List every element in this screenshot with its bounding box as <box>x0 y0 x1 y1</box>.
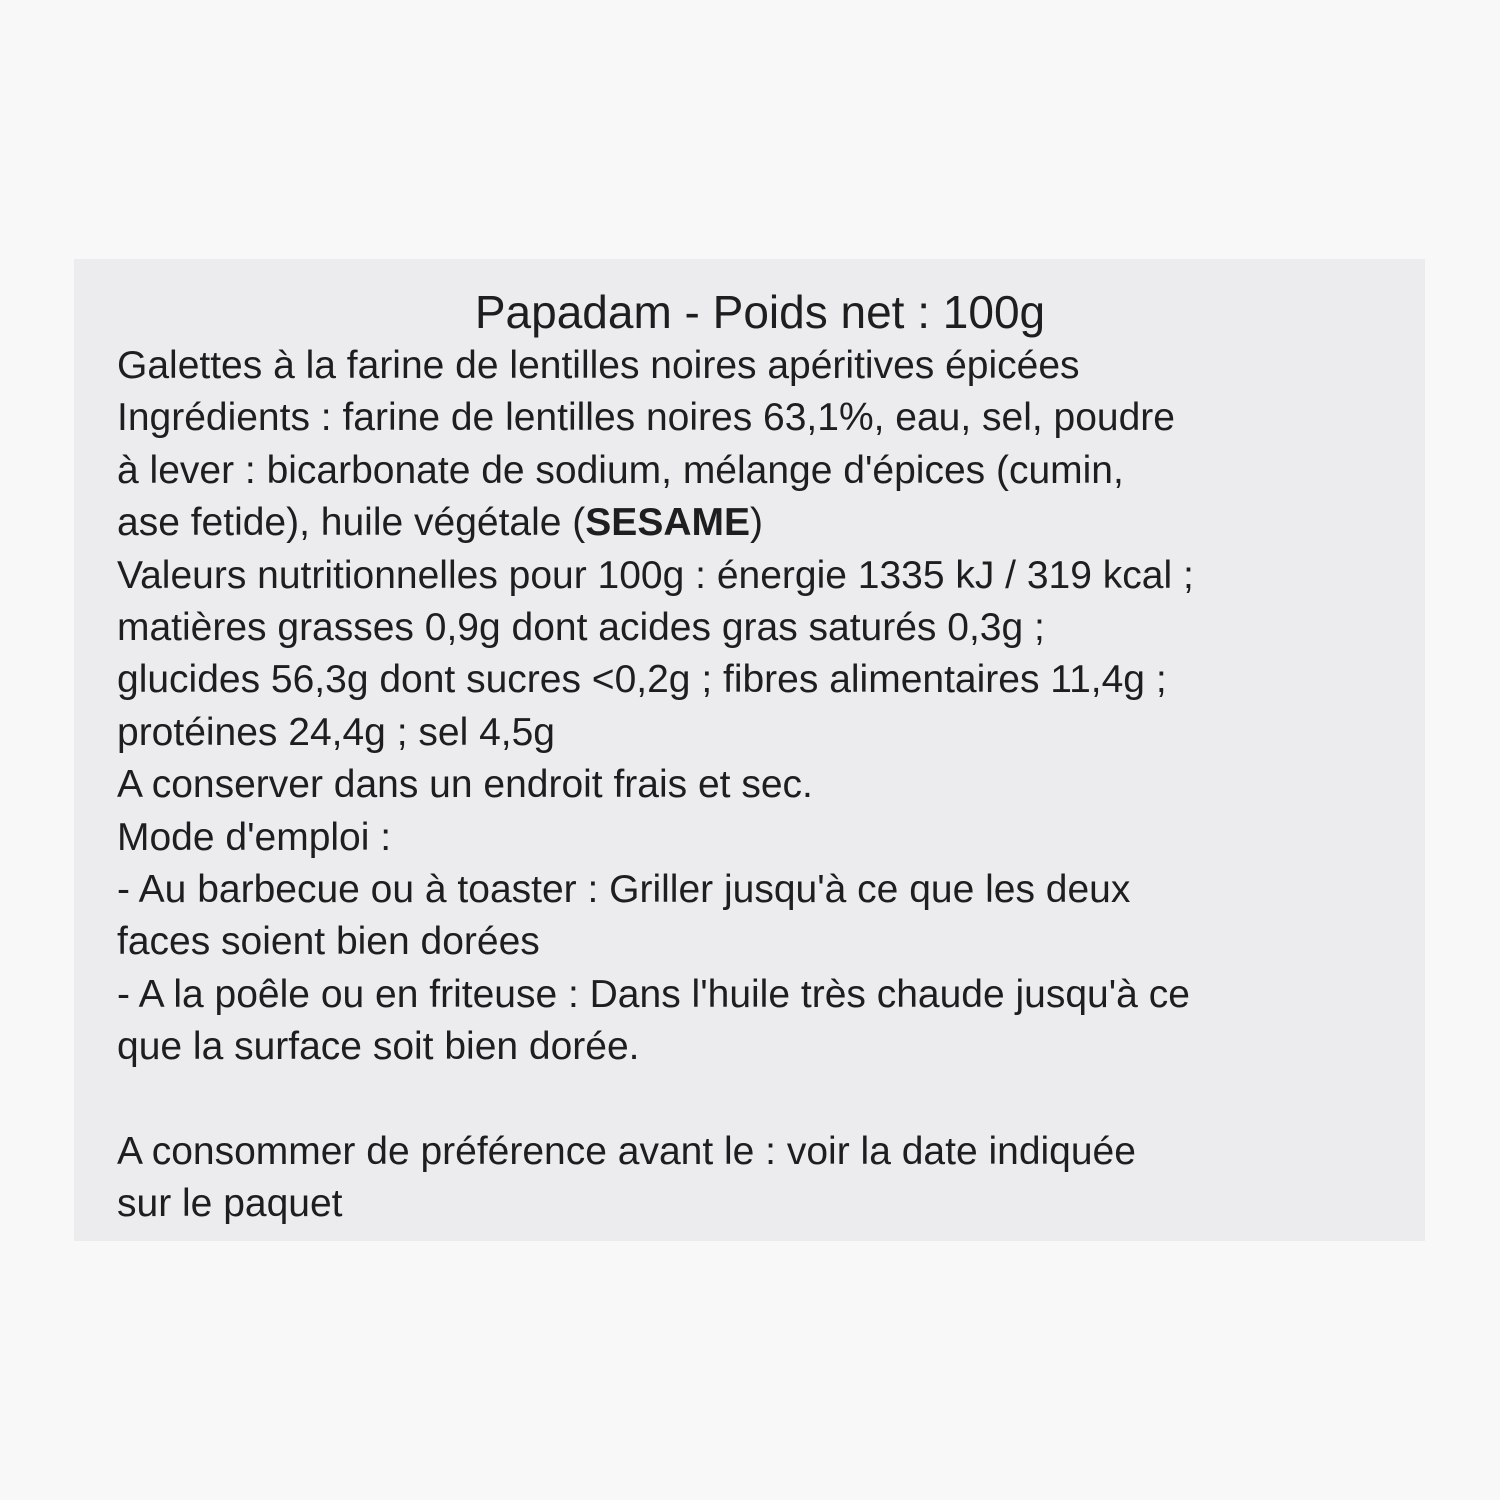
ingredients-line: Ingrédients : farine de lentilles noires 63,1%, eau, sel, poudre <box>117 396 1175 440</box>
usage-heading: Mode d'emploi : <box>117 815 392 859</box>
nutrition-line: protéines 24,4g ; sel 4,5g <box>117 710 555 754</box>
label-body <box>117 340 1417 1231</box>
nutrition-line: Valeurs nutritionnelles pour 100g : énergie 1335 kJ / 319 kcal ; <box>117 553 1194 597</box>
nutrition-section <box>117 550 1417 760</box>
nutrition-line: glucides 56,3g dont sucres <0,2g ; fibres alimentaires 11,4g ; <box>117 658 1167 702</box>
allergen-sesame: SESAME <box>585 501 750 545</box>
best-before-section <box>117 1126 1417 1231</box>
product-description: Galettes à la farine de lentilles noires apéritives épicées <box>117 344 1080 387</box>
usage-line: que la surface soit bien dorée. <box>117 1025 640 1069</box>
storage-instructions: A conserver dans un endroit frais et sec. <box>117 763 813 807</box>
best-before-line: sur le paquet <box>117 1182 343 1226</box>
ingredients-text: ase fetide), huile végétale ( <box>117 501 586 545</box>
ingredients-section <box>117 392 1417 549</box>
usage-line: faces soient bien dorées <box>117 920 540 964</box>
nutrition-line: matières grasses 0,9g dont acides gras saturés 0,3g ; <box>117 606 1045 650</box>
usage-section <box>117 812 1417 1074</box>
label-title: Papadam - Poids net : 100g <box>474 286 1046 338</box>
ingredients-text: ) <box>750 501 763 545</box>
ingredients-line <box>117 497 1417 549</box>
best-before-line: A consommer de préférence avant le : voir la date indiquée <box>117 1130 1136 1174</box>
spacer <box>117 1074 1417 1126</box>
usage-line: - A la poêle ou en friteuse : Dans l'huile très chaude jusqu'à ce <box>117 972 1190 1016</box>
ingredients-line: à lever : bicarbonate de sodium, mélange d'épices (cumin, <box>117 448 1124 492</box>
usage-line: - Au barbecue ou à toaster : Griller jusqu'à ce que les deux <box>117 868 1131 912</box>
